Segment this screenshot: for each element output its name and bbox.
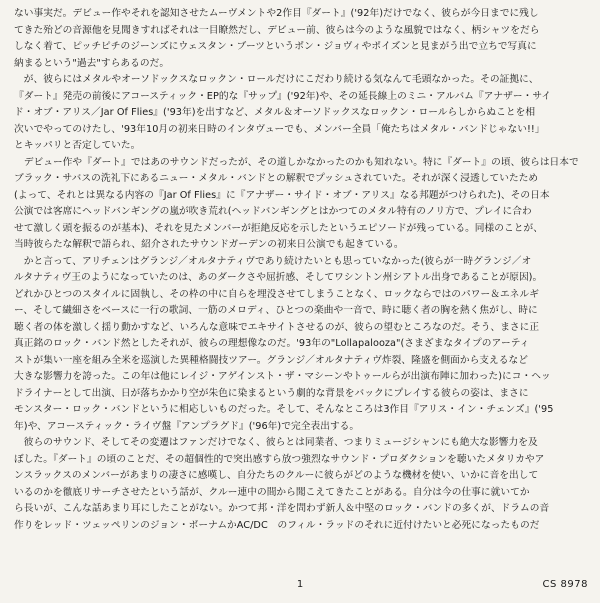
text-line: てきた殆どの音源他を見聞きすればそれは一目瞭然だし、デビュー前、彼らは今のような風貌ではなく、柄シャツをだら bbox=[14, 24, 540, 36]
text-line: いるのかを徹底リサーチさせたという話が、クルー連中の間から聞こえてきたことがある。自分は今の仕事に就いてか bbox=[14, 486, 530, 498]
paragraph bbox=[14, 155, 590, 254]
text-line: ンスラックスのメンバーがあまりの凄さに感嘆し、自分たちのクルーに彼らがどのような機材を使い、いかに音を出して bbox=[14, 470, 539, 481]
text-line: が、彼らにはメタルやオーソドックスなロックン・ロールだけにこだわり続ける気なんて毛頭なかった。その証拠に、 bbox=[14, 74, 539, 85]
text-line: デビュー作や『ダート』ではあのサウンドだったが、その道しかなかったのかも知れない。特に『ダート』の頃、彼らは日本で bbox=[14, 156, 579, 168]
paragraph bbox=[14, 254, 590, 436]
text-line: モンスター・ロック・バンドというに相応しいものだった。そして、そんなところは3作目『アリス・イン・チェンズ』('95 bbox=[14, 404, 554, 415]
text-line: ブラック・サバスの洗礼下にあるニュー・メタル・バンドとの解釈でプッシュされていた。それが深く浸透していたため bbox=[14, 173, 539, 184]
text-line: 公演では客席にヘッドバンギングの嵐が吹き荒れ(ヘッドバンギングとはかつてのメタル特有のノリ方で、プレイに合わ bbox=[14, 206, 532, 217]
text-line: 真正銘のロック・バンド然としたそれが、彼らの理想像なのだ。'93年の"Lollapalooza"(さまざまなタイプのアーティ bbox=[14, 338, 530, 349]
paragraph bbox=[14, 72, 590, 155]
text-line: ストが集い一座を組み全米を巡演した異種格闘技ツアー。グランジ／オルタナティヴ炸裂、隆盛を側面から支えるなど bbox=[14, 354, 528, 366]
text-line: ドライナーとして出演、日が落ちかかり空が朱色に染まるという劇的な背景をバックにプレイする彼らの姿は、まさに bbox=[14, 387, 529, 399]
text-line: 作りをレッド・ツェッペリンのジョン・ボーナムかAC/DC のフィル・ラッドのそれに近付けたいと必死になったものだ bbox=[14, 519, 540, 531]
text-line: かと言って、アリチェンはグランジ／オルタナティヴであり続けたいとも思っていなかった(彼らが一時グランジ／オ bbox=[14, 255, 532, 267]
text-line: (よって、それとは異なる内容の『Jar Of Flies』に『アナザー・サイド・オブ・アリス』なる邦題がつけられた)、その日本 bbox=[14, 189, 550, 201]
text-line: せて激しく頭を振るのが基本)、それを見たメンバーが拒絶反応を示したというエピソードが残っている。同様のことが、 bbox=[14, 222, 543, 234]
text-line: しなく着て、ピッチピチのジーンズにウェスタン・ブーツというボン・ジョヴィやポイズンと見まがう出で立ちで写真に bbox=[14, 41, 537, 52]
text-line: ぼした。『ダート』の頃のことだ、その超個性的で突出感すら放つ強烈なサウンド・プロダクションを聴いたメタリカやア bbox=[14, 453, 545, 465]
paragraph bbox=[14, 6, 590, 72]
text-line: 彼らのサウンド、そしてその変遷はファンだけでなく、彼らとは同業者、つまりミュージシャンにも絶大な影響力を及 bbox=[14, 437, 538, 448]
text-line: 年)や、アコースティック・ライヴ盤『アンプラグド』('96年)で完全表出する。 bbox=[14, 420, 360, 432]
catalog-number: CS 8978 bbox=[542, 579, 588, 590]
text-line: 聴く者の体を激しく揺り動かすなど、いろんな意味でエキサイトさせるのが、彼らの望むところなのだ。そう、まさに正 bbox=[14, 321, 540, 333]
text-line: ド・オブ・アリス／Jar Of Flies』('93年)を出すなど、メタル＆オーソドックスなロックン・ロールらしからぬことを相 bbox=[14, 107, 536, 118]
text-line: 大きな影響力を誇った。この年は他にレイジ・アゲインスト・ザ・マシーンやトゥールらが出演布陣に加わった)にコ・ヘッ bbox=[14, 371, 551, 382]
text-line: 『ダート』発売の前後にアコースティック・EP的な『サップ』('92年)や、その延長線上のミニ・アルバム『アナザー・サイ bbox=[14, 90, 552, 102]
text-line: ルタナティヴ王のようになっていたのは、あのダークさや屈折感、そしてワシントン州シアトル出身であることが原因)。 bbox=[14, 272, 543, 283]
text-line: どれかひとつのスタイルに固執し、その枠の中に自らを埋没させてしまうことなく、ロックならではのパワー＆エネルギ bbox=[14, 288, 539, 300]
body-text bbox=[14, 6, 590, 534]
text-line: ら長いが、こんな話あまり耳にしたことがない。かつて邦・洋を問わず新人＆中堅のロック・バンドの多くが、ドラムの音 bbox=[14, 503, 550, 514]
page-number: 1 bbox=[296, 579, 304, 590]
text-line: 納まるという"過去"すらあるのだ。 bbox=[14, 57, 170, 69]
text-line: 当時彼らたな解釈で語られ、紹介されたサウンドガーデンの初来日公演でも起きている。 bbox=[14, 239, 404, 250]
text-line: ない事実だ。デビュー作やそれを認知させたムーヴメントや2作目『ダート』('92年)だけでなく、彼らが今日までに残し bbox=[14, 8, 539, 19]
text-line: とキッパリと否定していた。 bbox=[14, 140, 141, 151]
text-line: ー、そして繊細さをベースに一行の歌詞、一筋のメロディ、ひとつの楽曲や一音で、時に聴く者の胸を熱く焦がし、時に bbox=[14, 305, 538, 316]
paragraph bbox=[14, 435, 590, 534]
text-line: 次いでやってのけたし、'93年10月の初来日時のインタヴューでも、メンバー全員「俺たちはメタル・バンドじゃない!!」 bbox=[14, 123, 545, 135]
